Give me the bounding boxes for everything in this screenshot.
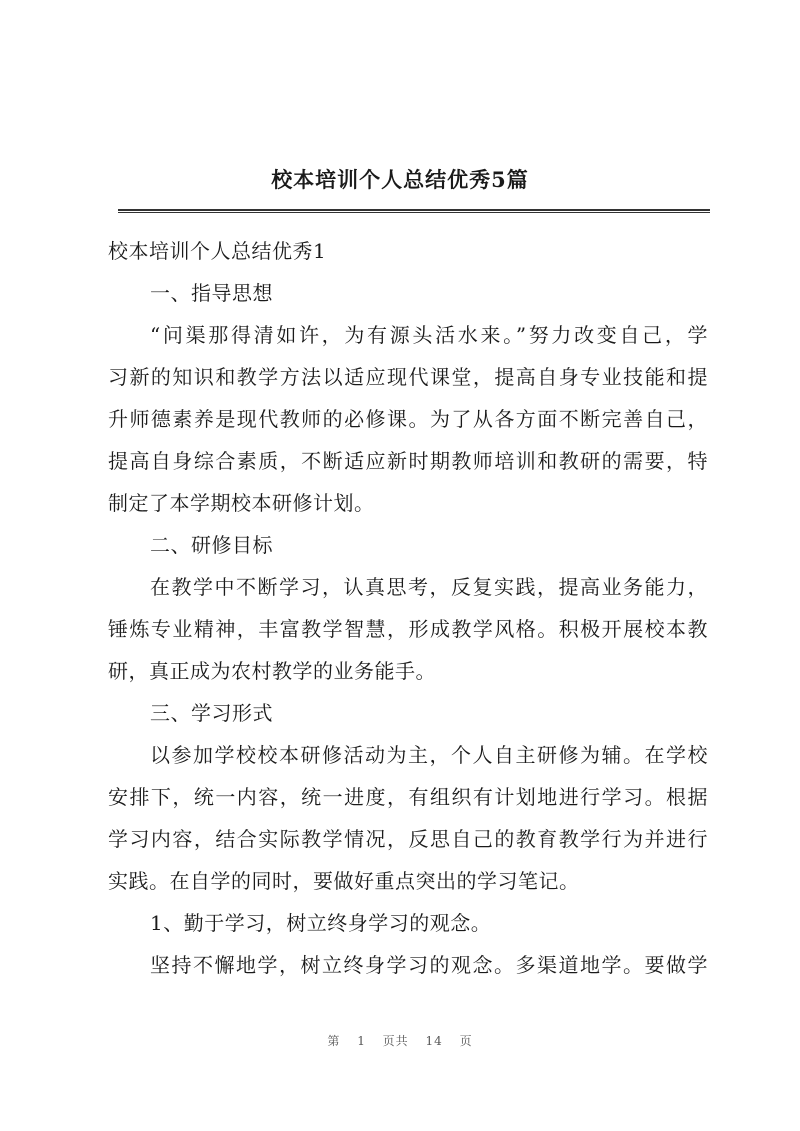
body-line: 提高自身综合素质，不断适应新时期教师培训和教研的需要，特	[108, 449, 708, 473]
body-line: 制定了本学期校本研修计划。	[108, 491, 375, 515]
page-footer	[0, 1032, 800, 1049]
footer-middle: 页共	[382, 1034, 409, 1048]
title-divider	[118, 209, 710, 213]
footer-prefix: 第	[327, 1034, 341, 1048]
document-body	[108, 230, 708, 986]
body-line: 坚持不懈地学，树立终身学习的观念。多渠道地学。要做学	[150, 953, 708, 977]
footer-suffix: 页	[459, 1034, 473, 1048]
footer-total-pages: 14	[425, 1034, 443, 1048]
body-line: 升师德素养是现代教师的必修课。为了从各方面不断完善自己，	[108, 407, 708, 431]
body-line: 二、研修目标	[150, 533, 273, 557]
body-line: 一、指导思想	[150, 281, 273, 305]
body-line: 校本培训个人总结优秀1	[108, 239, 327, 263]
footer-current-page: 1	[357, 1034, 366, 1048]
body-line: 1、勤于学习，树立终身学习的观念。	[150, 911, 492, 935]
body-line: 学习内容，结合实际教学情况，反思自己的教育教学行为并进行	[108, 827, 708, 851]
body-line: 研，真正成为农村教学的业务能手。	[108, 659, 436, 683]
document-title: 校本培训个人总结优秀5篇	[271, 167, 529, 192]
body-line: 安排下，统一内容，统一进度，有组织有计划地进行学习。根据	[108, 785, 708, 809]
body-line: “问渠那得清如许，为有源头活水来。”努力改变自己，学	[150, 323, 708, 347]
body-line: 三、学习形式	[150, 701, 273, 725]
body-line: 锤炼专业精神，丰富教学智慧，形成教学风格。积极开展校本教	[108, 617, 708, 641]
body-line: 习新的知识和教学方法以适应现代课堂，提高自身专业技能和提	[108, 365, 708, 389]
body-line: 在教学中不断学习，认真思考，反复实践，提高业务能力，	[150, 575, 708, 599]
body-line: 实践。在自学的同时，要做好重点突出的学习笔记。	[108, 869, 580, 893]
body-line: 以参加学校校本研修活动为主，个人自主研修为辅。在学校	[150, 743, 708, 767]
